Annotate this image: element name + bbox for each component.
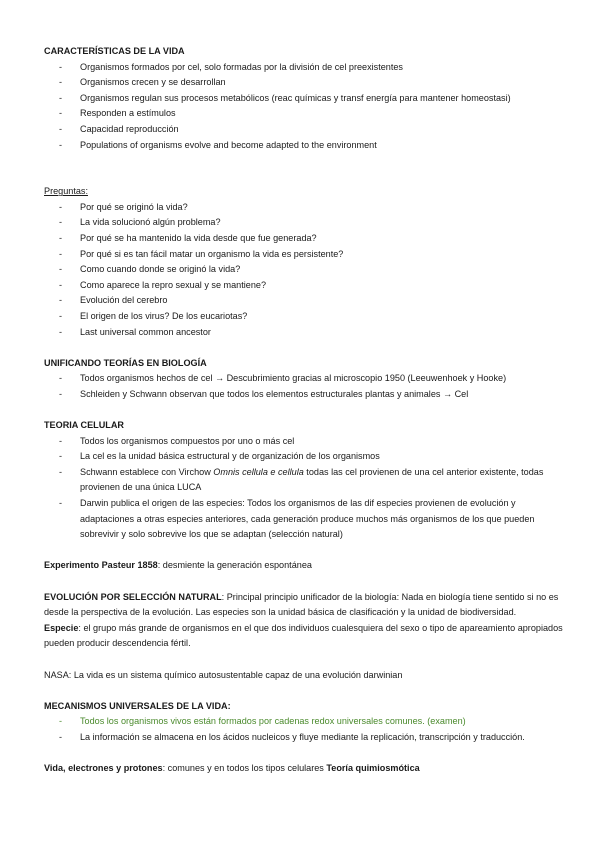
- list-item: - La vida solucionó algún problema?: [44, 215, 564, 231]
- list-item: - Como cuando donde se originó la vida?: [44, 262, 564, 278]
- list-item: - Last universal common ancestor: [44, 325, 564, 341]
- section-title-preguntas: Preguntas:: [44, 186, 88, 197]
- pasteur-text: : desmiente la generación espontánea: [157, 560, 312, 571]
- especie-text: : el grupo más grande de organismos en el que dos individuos cualesquiera del sexo o tipo de apareamiento apropiados pueden producir descendencia fértil.: [44, 622, 563, 649]
- list-item: - Evolución del cerebro: [44, 293, 564, 309]
- section-title-mecanismos: MECANISMOS UNIVERSALES DE LA VIDA:: [44, 700, 231, 711]
- list-item: - Schleiden y Schwann observan que todos los elementos estructurales plantas y animales → Cel: [44, 387, 564, 403]
- caracteristicas-list: [44, 60, 564, 154]
- section-title-teoria-celular: TEORIA CELULAR: [44, 420, 124, 431]
- list-item: - Populations of organisms evolve and become adapted to the environment: [44, 138, 564, 154]
- preguntas-list: [44, 200, 564, 340]
- document-page: [44, 44, 564, 777]
- list-item: [44, 465, 564, 496]
- list-item: - Todos organismos hechos de cel → Descubrimiento gracias al microscopio 1950 (Leeuwenhoek y Hooke): [44, 371, 564, 387]
- list-item: - Por qué se ha mantenido la vida desde que fue generada?: [44, 231, 564, 247]
- list-item: - Organismos regulan sus procesos metabólicos (reac químicas y transf energía para mantener homeostasi): [44, 91, 564, 107]
- section-title-unificando: UNIFICANDO TEORÍAS EN BIOLOGÍA: [44, 357, 207, 368]
- especie-paragraph: [44, 621, 564, 652]
- list-item-highlighted: - Todos los organismos vivos están formados por cadenas redox universales comunes. (examen): [44, 714, 564, 730]
- evolucion-text: : Principal principio unificador de la biología: Nada en biología tiene sentido si no es desde la perspectiva de la evolución. Las especies son la unidad básica de clasificación y la unidad de biodiversidad.: [44, 591, 559, 618]
- vida-electrones-paragraph: [44, 761, 564, 777]
- list-item: - Por qué si es tan fácil matar un organismo la vida es persistente?: [44, 247, 564, 263]
- evolucion-label: EVOLUCIÓN POR SELECCIÓN NATURAL: [44, 591, 222, 602]
- list-item: - Organismos crecen y se desarrollan: [44, 75, 564, 91]
- unificando-list: [44, 371, 564, 402]
- vida-electrones-label: Vida, electrones y protones: [44, 763, 163, 774]
- pasteur-label: Experimento Pasteur 1858: [44, 560, 158, 571]
- list-item: - Capacidad reproducción: [44, 122, 564, 138]
- especie-label: Especie: [44, 622, 79, 633]
- list-item: - La información se almacena en los ácidos nucleicos y fluye mediante la replicación, transcripción y traducción.: [44, 730, 564, 746]
- section-title-caracteristicas: CARACTERÍSTICAS DE LA VIDA: [44, 46, 185, 56]
- mecanismos-list: [44, 714, 564, 745]
- list-item: - La cel es la unidad básica estructural y de organización de los organismos: [44, 449, 564, 465]
- italic-phrase: Omnis cellula e cellula: [213, 466, 304, 477]
- list-item: - El origen de los virus? De los eucariotas?: [44, 309, 564, 325]
- vida-electrones-text: : comunes y en todos los tipos celulares: [162, 763, 327, 774]
- list-item: - Por qué se originó la vida?: [44, 200, 564, 216]
- list-item: - Todos los organismos compuestos por uno o más cel: [44, 434, 564, 450]
- teoria-celular-list: [44, 434, 564, 543]
- list-item: - Responden a estímulos: [44, 106, 564, 122]
- nasa-paragraph: NASA: La vida es un sistema químico autosustentable capaz de una evolución darwinian: [44, 669, 403, 680]
- teoria-quimiosmotica-label: Teoría quimiosmótica: [326, 763, 420, 774]
- list-item-text: Schwann establece con Virchow: [80, 466, 214, 477]
- list-item: - Como aparece la repro sexual y se mantiene?: [44, 278, 564, 294]
- list-item: - Organismos formados por cel, solo formadas por la división de cel preexistentes: [44, 60, 564, 76]
- list-item-text: todas las cel provienen de una cel anterior existente, todas provienen de una única LUCA: [80, 466, 544, 493]
- pasteur-paragraph: [44, 558, 564, 574]
- evolucion-paragraph: [44, 590, 564, 621]
- list-item: - Darwin publica el origen de las especies: Todos los organismos de las dif especies provienen de evolución y adaptaciones a otras especies anteriores, cada generación produce muchos más organismos de los que pueden sobrevivir y solo sobrevive los que se adaptan (selección natural): [44, 496, 564, 543]
